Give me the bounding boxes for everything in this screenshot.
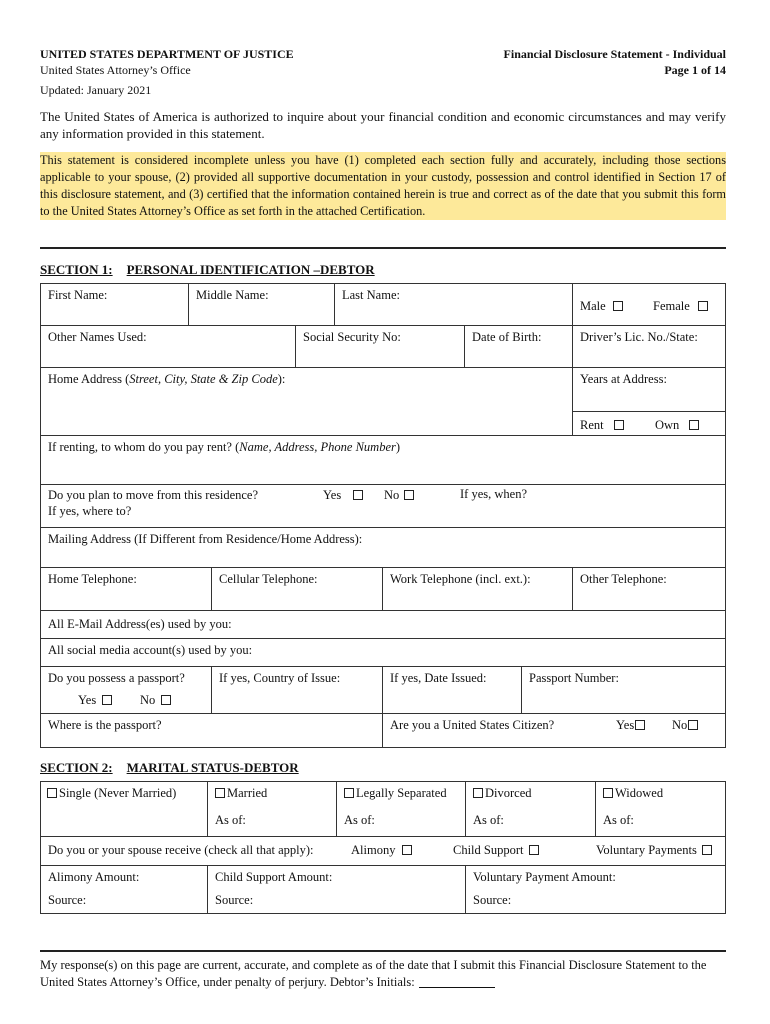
years-at-address-field[interactable] [572, 367, 726, 412]
intro-paragraph: The United States of America is authorized to inquire about your financial condition and economic circumstances and may verify any information provided in this statement. [40, 109, 726, 141]
passport-no-option[interactable] [140, 692, 171, 708]
move-no-label: No [384, 488, 400, 502]
last-name-field[interactable] [334, 283, 573, 326]
passport-question-label: Do you possess a passport? [48, 671, 185, 685]
move-no-option[interactable] [384, 487, 414, 503]
passport-question-field [40, 666, 212, 714]
citizen-no-checkbox[interactable] [688, 720, 698, 730]
single-field[interactable] [40, 781, 208, 837]
social-media-label: All social media account(s) used by you: [48, 643, 253, 657]
female-option[interactable] [653, 298, 708, 314]
citizen-no-option[interactable] [672, 717, 698, 733]
widowed-checkbox[interactable] [603, 788, 613, 798]
divorced-field[interactable] [465, 781, 596, 837]
home-address-hint: Street, City, State & Zip Code [129, 372, 278, 386]
move-no-checkbox[interactable] [404, 490, 414, 500]
widowed-label: Widowed [615, 786, 664, 800]
passport-date-field[interactable] [382, 666, 522, 714]
male-option[interactable] [580, 298, 623, 314]
single-checkbox[interactable] [47, 788, 57, 798]
agency-name: UNITED STATES DEPARTMENT OF JUSTICE [40, 47, 294, 61]
section1-number: SECTION 1: [40, 262, 113, 277]
dob-field[interactable] [464, 325, 573, 368]
rent-label: Rent [580, 418, 604, 432]
page-header-left [40, 46, 294, 78]
support-question: Do you or your spouse receive (check all that apply): [48, 843, 314, 857]
dob-label: Date of Birth: [472, 330, 542, 344]
move-where-label: If yes, where to? [48, 504, 132, 518]
citizen-no-label: No [672, 718, 688, 732]
form-title: Financial Disclosure Statement - Individual [503, 47, 726, 61]
separated-field[interactable] [336, 781, 466, 837]
voluntary-payments-checkbox[interactable] [702, 845, 712, 855]
single-label: Single (Never Married) [59, 786, 177, 800]
rent-checkbox[interactable] [614, 420, 624, 430]
alimony-amount-field[interactable] [40, 865, 208, 914]
first-name-field[interactable] [40, 283, 189, 326]
alimony-source-label: Source: [48, 893, 87, 907]
voluntary-amount-label: Voluntary Payment Amount: [473, 870, 616, 884]
passport-no-label: No [140, 693, 156, 707]
passport-yes-label: Yes [78, 693, 97, 707]
move-yes-option[interactable] [323, 487, 363, 503]
voluntary-payments-label: Voluntary Payments [596, 843, 697, 857]
passport-number-field[interactable] [521, 666, 726, 714]
voluntary-payments-option[interactable] [596, 842, 712, 858]
passport-country-label: If yes, Country of Issue: [219, 671, 341, 685]
divider-bottom [40, 950, 726, 952]
alimony-checkbox[interactable] [402, 845, 412, 855]
other-names-field[interactable] [40, 325, 296, 368]
mailing-address-label: Mailing Address (If Different from Residence/Home Address): [48, 532, 363, 546]
last-name-label: Last Name: [342, 288, 400, 302]
citizen-yes-label: Yes [616, 718, 635, 732]
other-telephone-field[interactable] [572, 567, 726, 611]
separated-as-of: As of: [344, 813, 375, 827]
own-label: Own [655, 418, 680, 432]
passport-yes-option[interactable] [78, 692, 112, 708]
married-label: Married [227, 786, 268, 800]
child-support-source-label: Source: [215, 893, 254, 907]
cell-telephone-label: Cellular Telephone: [219, 572, 318, 586]
landlord-label-end: ) [395, 440, 401, 454]
male-checkbox[interactable] [613, 301, 623, 311]
married-checkbox[interactable] [215, 788, 225, 798]
email-field[interactable] [40, 610, 726, 639]
own-checkbox[interactable] [689, 420, 699, 430]
child-support-amount-field[interactable] [207, 865, 466, 914]
section2-number: SECTION 2: [40, 760, 113, 775]
home-telephone-field[interactable] [40, 567, 212, 611]
home-telephone-label: Home Telephone: [48, 572, 137, 586]
separated-checkbox[interactable] [344, 788, 354, 798]
move-when-label: If yes, when? [460, 487, 527, 501]
child-support-checkbox[interactable] [529, 845, 539, 855]
landlord-label: If renting, to whom do you pay rent? ( [48, 440, 240, 454]
widowed-field[interactable] [595, 781, 726, 837]
email-label: All E-Mail Address(es) used by you: [48, 617, 232, 631]
passport-location-label: Where is the passport? [48, 718, 162, 732]
landlord-field[interactable] [40, 435, 726, 485]
other-names-label: Other Names Used: [48, 330, 147, 344]
voluntary-amount-field[interactable] [465, 865, 726, 914]
citizen-question: Are you a United States Citizen? [390, 718, 555, 732]
home-address-label-end: ): [277, 372, 286, 386]
page-header-right [504, 46, 726, 78]
passport-no-checkbox[interactable] [161, 695, 171, 705]
passport-date-label: If yes, Date Issued: [390, 671, 487, 685]
first-name-label: First Name: [48, 288, 108, 302]
middle-name-field[interactable] [188, 283, 335, 326]
child-support-amount-label: Child Support Amount: [215, 870, 333, 884]
page-number: Page 1 of 14 [664, 63, 726, 77]
child-support-label: Child Support [453, 843, 524, 857]
notice-paragraph: This statement is considered incomplete unless you have (1) completed each section fully and accurately, including those sections applicable to your spouse, (2) provided all supportive documentation in your custody, possession and control identified in Section 17 of this disclosure statement, and (3) certified that the information contained herein is true and correct as of the date that you submit this form to the United States Attorney’s Office as set forth in the attached Certification. [40, 153, 726, 218]
widowed-as-of: As of: [603, 813, 634, 827]
drivers-license-label: Driver’s Lic. No./State: [580, 330, 698, 344]
passport-yes-checkbox[interactable] [102, 695, 112, 705]
section2-title: MARITAL STATUS-DEBTOR [126, 760, 299, 775]
separated-label: Legally Separated [356, 786, 447, 800]
certification-text: My response(s) on this page are current, accurate, and complete as of the date that I submit this Financial Disclosure Statement to the United States Attorney’s Office, under penalty of perjury. Debtor’s Initials: [40, 958, 707, 989]
citizen-yes-checkbox[interactable] [635, 720, 645, 730]
female-label: Female [653, 299, 690, 313]
passport-country-field[interactable] [211, 666, 383, 714]
rent-option[interactable] [580, 417, 624, 433]
move-yes-label: Yes [323, 488, 342, 502]
alimony-option[interactable] [351, 842, 412, 858]
female-checkbox[interactable] [698, 301, 708, 311]
voluntary-source-label: Source: [473, 893, 512, 907]
child-support-option[interactable] [453, 842, 539, 858]
certification-footer [40, 957, 726, 991]
divider-top [40, 247, 726, 249]
married-as-of: As of: [215, 813, 246, 827]
section1-title: PERSONAL IDENTIFICATION –DEBTOR [126, 262, 375, 277]
mailing-address-field[interactable] [40, 527, 726, 568]
own-option[interactable] [655, 417, 699, 433]
initials-blank[interactable] [419, 975, 495, 988]
citizen-yes-option[interactable] [616, 717, 645, 733]
updated-date: Updated: January 2021 [40, 83, 152, 97]
work-telephone-field[interactable] [382, 567, 573, 611]
cell-telephone-field[interactable] [211, 567, 383, 611]
social-media-field[interactable] [40, 638, 726, 667]
ssn-label: Social Security No: [303, 330, 401, 344]
section2-heading [40, 760, 299, 776]
home-address-field[interactable] [40, 367, 573, 436]
section1-heading [40, 262, 375, 278]
other-telephone-label: Other Telephone: [580, 572, 667, 586]
alimony-amount-label: Alimony Amount: [48, 870, 140, 884]
years-at-address-label: Years at Address: [580, 372, 667, 386]
male-label: Male [580, 299, 606, 313]
work-telephone-label: Work Telephone (incl. ext.): [390, 572, 531, 586]
drivers-license-field[interactable] [572, 325, 726, 368]
passport-number-label: Passport Number: [529, 671, 619, 685]
married-field[interactable] [207, 781, 337, 837]
passport-location-field[interactable] [40, 713, 383, 748]
home-address-label: Home Address ( [48, 372, 130, 386]
divorced-as-of: As of: [473, 813, 504, 827]
alimony-label: Alimony [351, 843, 396, 857]
ssn-field[interactable] [295, 325, 465, 368]
middle-name-label: Middle Name: [196, 288, 269, 302]
divorced-checkbox[interactable] [473, 788, 483, 798]
divorced-label: Divorced [485, 786, 532, 800]
office-name: United States Attorney’s Office [40, 63, 191, 77]
move-question: Do you plan to move from this residence? [48, 488, 259, 502]
landlord-hint: Name, Address, Phone Number [239, 440, 396, 454]
move-yes-checkbox[interactable] [353, 490, 363, 500]
